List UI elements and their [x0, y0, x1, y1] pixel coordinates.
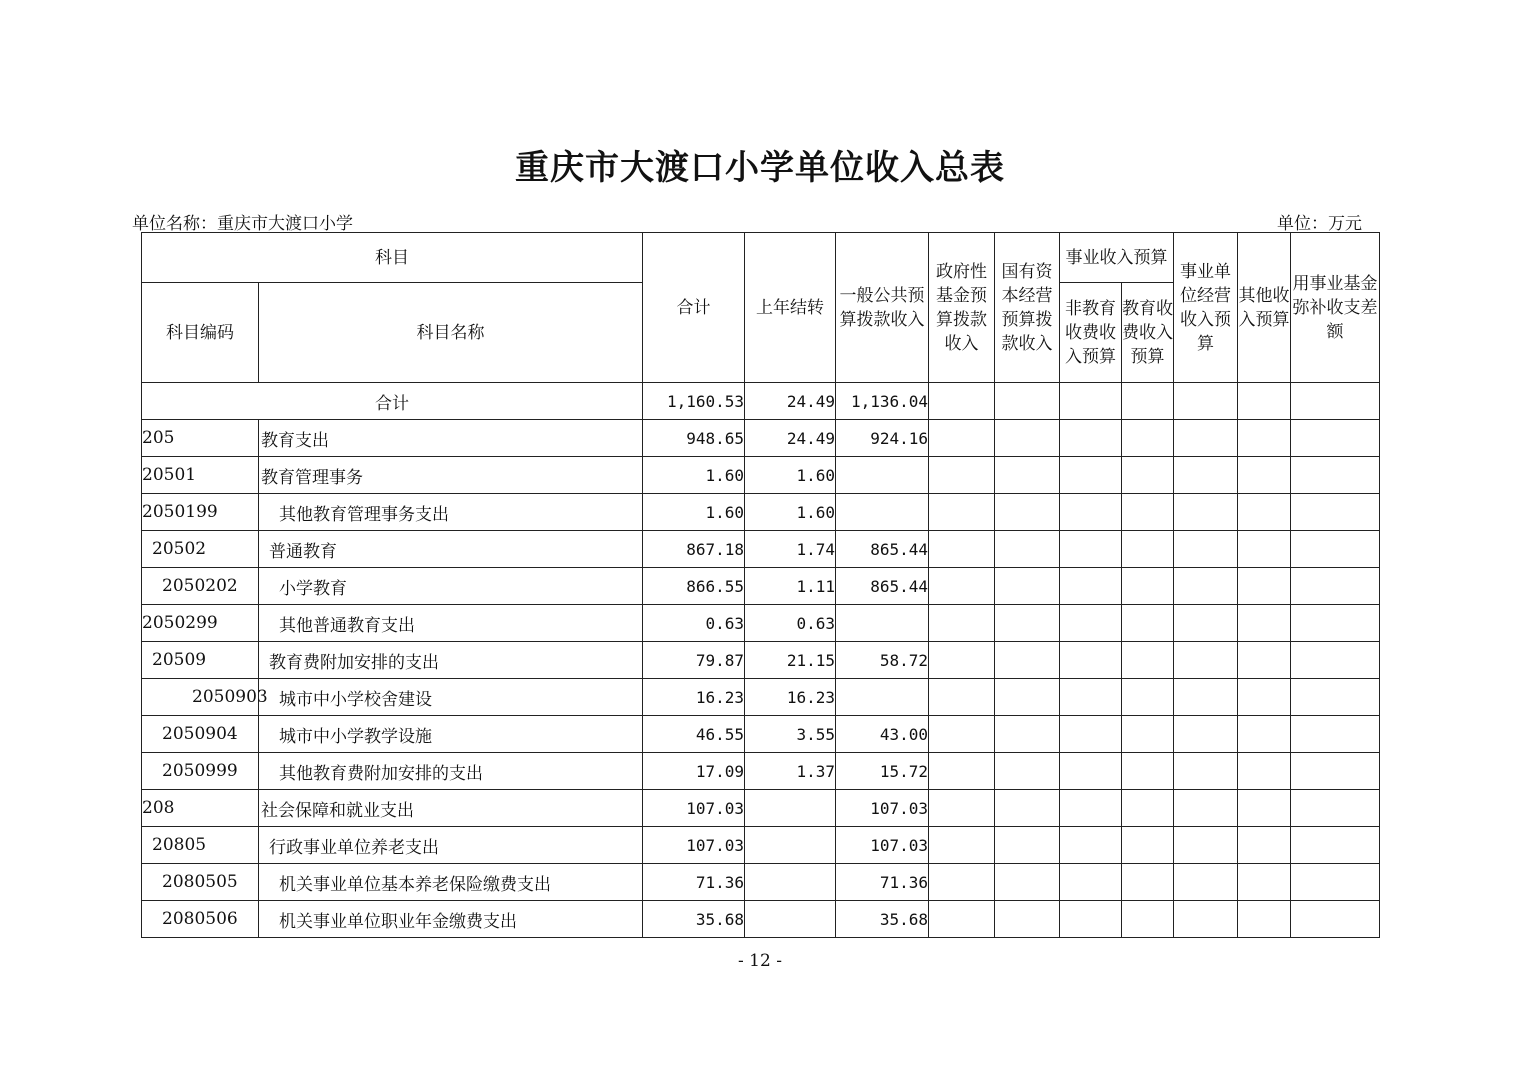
- row-general: 43.00: [836, 716, 929, 753]
- header-business-fund: 用事业基金弥补收支差额: [1291, 233, 1380, 383]
- table-row: [142, 679, 1380, 716]
- empty-cell: [929, 901, 995, 938]
- row-name: 城市中小学校舍建设: [259, 679, 643, 716]
- empty-cell: [1291, 531, 1380, 568]
- empty-cell: [1238, 864, 1291, 901]
- table-row: [142, 790, 1380, 827]
- empty-cell: [995, 568, 1060, 605]
- row-carryover: 1.37: [745, 753, 836, 790]
- empty-cell: [1122, 494, 1174, 531]
- empty-cell: [1060, 790, 1122, 827]
- empty-cell: [1174, 642, 1238, 679]
- total-row-total: 1,160.53: [643, 383, 745, 420]
- empty-cell: [1238, 679, 1291, 716]
- empty-cell: [1238, 568, 1291, 605]
- table-row: [142, 420, 1380, 457]
- empty-cell: [1174, 494, 1238, 531]
- header-name: 科目名称: [259, 283, 643, 383]
- row-general: 58.72: [836, 642, 929, 679]
- row-total: 16.23: [643, 679, 745, 716]
- row-total: 17.09: [643, 753, 745, 790]
- empty-cell: [1060, 494, 1122, 531]
- table-row: [142, 716, 1380, 753]
- row-general: 15.72: [836, 753, 929, 790]
- header-gov-fund: 政府性基金预算拨款收入: [929, 233, 995, 383]
- empty-cell: [929, 827, 995, 864]
- row-carryover: 16.23: [745, 679, 836, 716]
- row-code: 2080505: [142, 864, 259, 901]
- empty-cell: [1174, 457, 1238, 494]
- row-code: 2050903: [142, 679, 259, 716]
- row-code: 20501: [142, 457, 259, 494]
- row-total: 79.87: [643, 642, 745, 679]
- empty-cell: [995, 790, 1060, 827]
- row-carryover: [745, 864, 836, 901]
- row-code: 20805: [142, 827, 259, 864]
- empty-cell: [1174, 901, 1238, 938]
- empty-cell: [995, 827, 1060, 864]
- row-carryover: 0.63: [745, 605, 836, 642]
- empty-cell: [1174, 753, 1238, 790]
- empty-cell: [1291, 864, 1380, 901]
- empty-cell: [1238, 790, 1291, 827]
- empty-cell: [1122, 864, 1174, 901]
- empty-cell: [1122, 901, 1174, 938]
- empty-cell: [1291, 494, 1380, 531]
- empty-cell: [929, 790, 995, 827]
- empty-cell: [1174, 679, 1238, 716]
- empty-cell: [1238, 827, 1291, 864]
- row-total: 46.55: [643, 716, 745, 753]
- empty-cell: [1060, 605, 1122, 642]
- row-code: 2050199: [142, 494, 259, 531]
- table-row: [142, 642, 1380, 679]
- row-carryover: 21.15: [745, 642, 836, 679]
- header-state-capital: 国有资本经营预算拨款收入: [995, 233, 1060, 383]
- row-general: 865.44: [836, 568, 929, 605]
- row-carryover: 1.60: [745, 494, 836, 531]
- row-name: 普通教育: [259, 531, 643, 568]
- row-general: [836, 494, 929, 531]
- row-name: 行政事业单位养老支出: [259, 827, 643, 864]
- empty-cell: [1238, 716, 1291, 753]
- row-carryover: 1.60: [745, 457, 836, 494]
- total-row-carryover: 24.49: [745, 383, 836, 420]
- table-row: [142, 753, 1380, 790]
- row-carryover: 3.55: [745, 716, 836, 753]
- empty-cell: [1060, 753, 1122, 790]
- row-general: [836, 679, 929, 716]
- row-code: 2050299: [142, 605, 259, 642]
- row-total: 71.36: [643, 864, 745, 901]
- header-carryover: 上年结转: [745, 233, 836, 383]
- table-body: [142, 420, 1380, 938]
- empty-cell: [1060, 568, 1122, 605]
- empty-cell: [1291, 420, 1380, 457]
- empty-cell: [1060, 531, 1122, 568]
- table-row: [142, 568, 1380, 605]
- row-carryover: 1.74: [745, 531, 836, 568]
- empty-cell: [1291, 568, 1380, 605]
- row-general: 35.68: [836, 901, 929, 938]
- empty-cell: [929, 457, 995, 494]
- empty-cell: [1174, 605, 1238, 642]
- header-business-unit-income: 事业单位经营收入预算: [1174, 233, 1238, 383]
- empty-cell: [1060, 716, 1122, 753]
- empty-cell: [1238, 901, 1291, 938]
- row-general: [836, 457, 929, 494]
- empty-cell: [929, 531, 995, 568]
- empty-cell: [995, 716, 1060, 753]
- currency-unit-label: 单位：万元: [1277, 214, 1362, 234]
- row-total: 1.60: [643, 457, 745, 494]
- empty-cell: [1174, 790, 1238, 827]
- page-number: - 12 -: [738, 951, 782, 971]
- empty-cell: [1238, 494, 1291, 531]
- row-name: 小学教育: [259, 568, 643, 605]
- empty-cell: [1291, 642, 1380, 679]
- empty-cell: [1174, 568, 1238, 605]
- empty-cell: [1122, 642, 1174, 679]
- table-row: [142, 457, 1380, 494]
- empty-cell: [1291, 679, 1380, 716]
- empty-cell: [995, 864, 1060, 901]
- empty-cell: [1122, 716, 1174, 753]
- total-row-label: 合计: [142, 383, 643, 420]
- empty-cell: [929, 753, 995, 790]
- header-subject: 科目: [142, 233, 643, 283]
- empty-cell: [1122, 420, 1174, 457]
- row-total: 867.18: [643, 531, 745, 568]
- row-general: [836, 605, 929, 642]
- empty-cell: [1122, 568, 1174, 605]
- empty-cell: [1060, 864, 1122, 901]
- row-code: 2050999: [142, 753, 259, 790]
- empty-cell: [1238, 457, 1291, 494]
- row-carryover: 24.49: [745, 420, 836, 457]
- empty-cell: [1238, 420, 1291, 457]
- empty-cell: [1238, 531, 1291, 568]
- row-name: 城市中小学教学设施: [259, 716, 643, 753]
- empty-cell: [1238, 642, 1291, 679]
- header-code: 科目编码: [142, 283, 259, 383]
- row-general: 865.44: [836, 531, 929, 568]
- empty-cell: [929, 494, 995, 531]
- row-general: 107.03: [836, 827, 929, 864]
- empty-cell: [1122, 605, 1174, 642]
- header-general-budget: 一般公共预算拨款收入: [836, 233, 929, 383]
- row-code: 20509: [142, 642, 259, 679]
- row-code: 205: [142, 420, 259, 457]
- empty-cell: [995, 901, 1060, 938]
- empty-cell: [929, 716, 995, 753]
- table-row: [142, 605, 1380, 642]
- header-total: 合计: [643, 233, 745, 383]
- row-carryover: [745, 790, 836, 827]
- empty-cell: [995, 753, 1060, 790]
- row-name: 社会保障和就业支出: [259, 790, 643, 827]
- row-name: 其他教育管理事务支出: [259, 494, 643, 531]
- income-summary-table: [141, 232, 1380, 938]
- empty-cell: [1291, 901, 1380, 938]
- empty-cell: [929, 605, 995, 642]
- row-total: 1.60: [643, 494, 745, 531]
- row-carryover: 1.11: [745, 568, 836, 605]
- row-general: 924.16: [836, 420, 929, 457]
- empty-cell: [1122, 531, 1174, 568]
- empty-cell: [929, 864, 995, 901]
- row-name: 教育支出: [259, 420, 643, 457]
- row-code: 2050202: [142, 568, 259, 605]
- empty-cell: [1060, 642, 1122, 679]
- empty-cell: [1291, 457, 1380, 494]
- header-non-edu-fee: 非教育收费收入预算: [1060, 283, 1122, 383]
- empty-cell: [995, 679, 1060, 716]
- table-row: [142, 827, 1380, 864]
- empty-cell: [1291, 716, 1380, 753]
- row-name: 机关事业单位职业年金缴费支出: [259, 901, 643, 938]
- table-row: [142, 494, 1380, 531]
- empty-cell: [1174, 531, 1238, 568]
- empty-cell: [929, 679, 995, 716]
- table-row: [142, 901, 1380, 938]
- empty-cell: [1060, 420, 1122, 457]
- row-general: 107.03: [836, 790, 929, 827]
- row-code: 208: [142, 790, 259, 827]
- empty-cell: [1291, 790, 1380, 827]
- empty-cell: [995, 605, 1060, 642]
- row-total: 866.55: [643, 568, 745, 605]
- empty-cell: [995, 531, 1060, 568]
- row-general: 71.36: [836, 864, 929, 901]
- header-business-income: 事业收入预算: [1060, 233, 1174, 283]
- empty-cell: [1060, 901, 1122, 938]
- row-name: 其他教育费附加安排的支出: [259, 753, 643, 790]
- empty-cell: [1291, 753, 1380, 790]
- header-other-income: 其他收入预算: [1238, 233, 1291, 383]
- row-name: 机关事业单位基本养老保险缴费支出: [259, 864, 643, 901]
- row-name: 其他普通教育支出: [259, 605, 643, 642]
- table-row: [142, 864, 1380, 901]
- row-total: 107.03: [643, 790, 745, 827]
- empty-cell: [995, 642, 1060, 679]
- row-total: 107.03: [643, 827, 745, 864]
- total-row-general: 1,136.04: [836, 383, 929, 420]
- header-edu-fee: 教育收费收入预算: [1122, 283, 1174, 383]
- empty-cell: [1122, 827, 1174, 864]
- empty-cell: [1060, 827, 1122, 864]
- unit-name-label: 单位名称：重庆市大渡口小学: [132, 214, 353, 234]
- page-title: 重庆市大渡口小学单位收入总表: [515, 148, 1005, 188]
- row-total: 0.63: [643, 605, 745, 642]
- total-row: [142, 383, 1380, 420]
- empty-cell: [1174, 827, 1238, 864]
- row-total: 35.68: [643, 901, 745, 938]
- empty-cell: [995, 457, 1060, 494]
- row-name: 教育费附加安排的支出: [259, 642, 643, 679]
- empty-cell: [1291, 827, 1380, 864]
- empty-cell: [1174, 716, 1238, 753]
- row-code: 20502: [142, 531, 259, 568]
- row-code: 2080506: [142, 901, 259, 938]
- table-row: [142, 531, 1380, 568]
- empty-cell: [1122, 753, 1174, 790]
- empty-cell: [1122, 679, 1174, 716]
- row-carryover: [745, 827, 836, 864]
- row-name: 教育管理事务: [259, 457, 643, 494]
- empty-cell: [1122, 790, 1174, 827]
- empty-cell: [1122, 457, 1174, 494]
- empty-cell: [1291, 605, 1380, 642]
- empty-cell: [1060, 457, 1122, 494]
- empty-cell: [995, 420, 1060, 457]
- empty-cell: [929, 642, 995, 679]
- empty-cell: [1174, 864, 1238, 901]
- row-carryover: [745, 901, 836, 938]
- row-total: 948.65: [643, 420, 745, 457]
- empty-cell: [929, 420, 995, 457]
- empty-cell: [1060, 679, 1122, 716]
- empty-cell: [1238, 753, 1291, 790]
- empty-cell: [995, 494, 1060, 531]
- empty-cell: [1174, 420, 1238, 457]
- empty-cell: [929, 568, 995, 605]
- row-code: 2050904: [142, 716, 259, 753]
- empty-cell: [1238, 605, 1291, 642]
